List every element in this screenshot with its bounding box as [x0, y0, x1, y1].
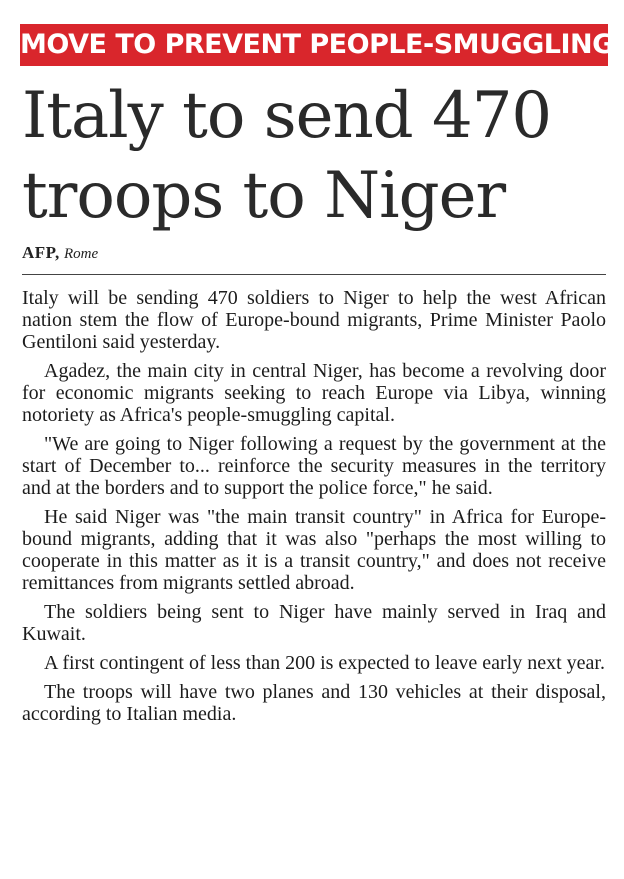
article-paragraph: A first contingent of less than 200 is expected to leave early next year.	[44, 652, 605, 674]
article-paragraph: Agadez, the main city in central Niger, has become a revolving door for economic migrants seeking to reach Europe via Libya, winning notoriety as Africa's people-smuggling capital.	[22, 360, 606, 426]
byline-place: Rome	[64, 246, 99, 262]
article-paragraph: He said Niger was "the main transit country" in Africa for Europe-bound migrants, adding that it was also "perhaps the most willing to cooperate in this matter as it is a transit country," and does not receive remittances from migrants settled abroad.	[22, 506, 606, 594]
article-paragraph: "We are going to Niger following a request by the government at the start of December to... reinforce the security measures in the territory and at the borders and to support the police force," he said.	[22, 433, 606, 499]
article-paragraph: The troops will have two planes and 130 vehicles at their disposal, according to Italian media.	[22, 681, 606, 725]
byline-divider	[22, 274, 606, 275]
section-kicker-banner: MOVE TO PREVENT PEOPLE-SMUGGLING	[20, 24, 608, 66]
byline	[22, 242, 98, 265]
article-paragraph: Italy will be sending 470 soldiers to Niger to help the west African nation stem the flow of Europe-bound migrants, Prime Minister Paolo Gentiloni said yesterday.	[22, 287, 606, 353]
article-paragraph: The soldiers being sent to Niger have mainly served in Iraq and Kuwait.	[22, 601, 606, 645]
byline-agency: AFP,	[22, 243, 60, 262]
headline: Italy to send 470 troops to Niger	[22, 79, 552, 233]
article-body	[22, 287, 606, 732]
